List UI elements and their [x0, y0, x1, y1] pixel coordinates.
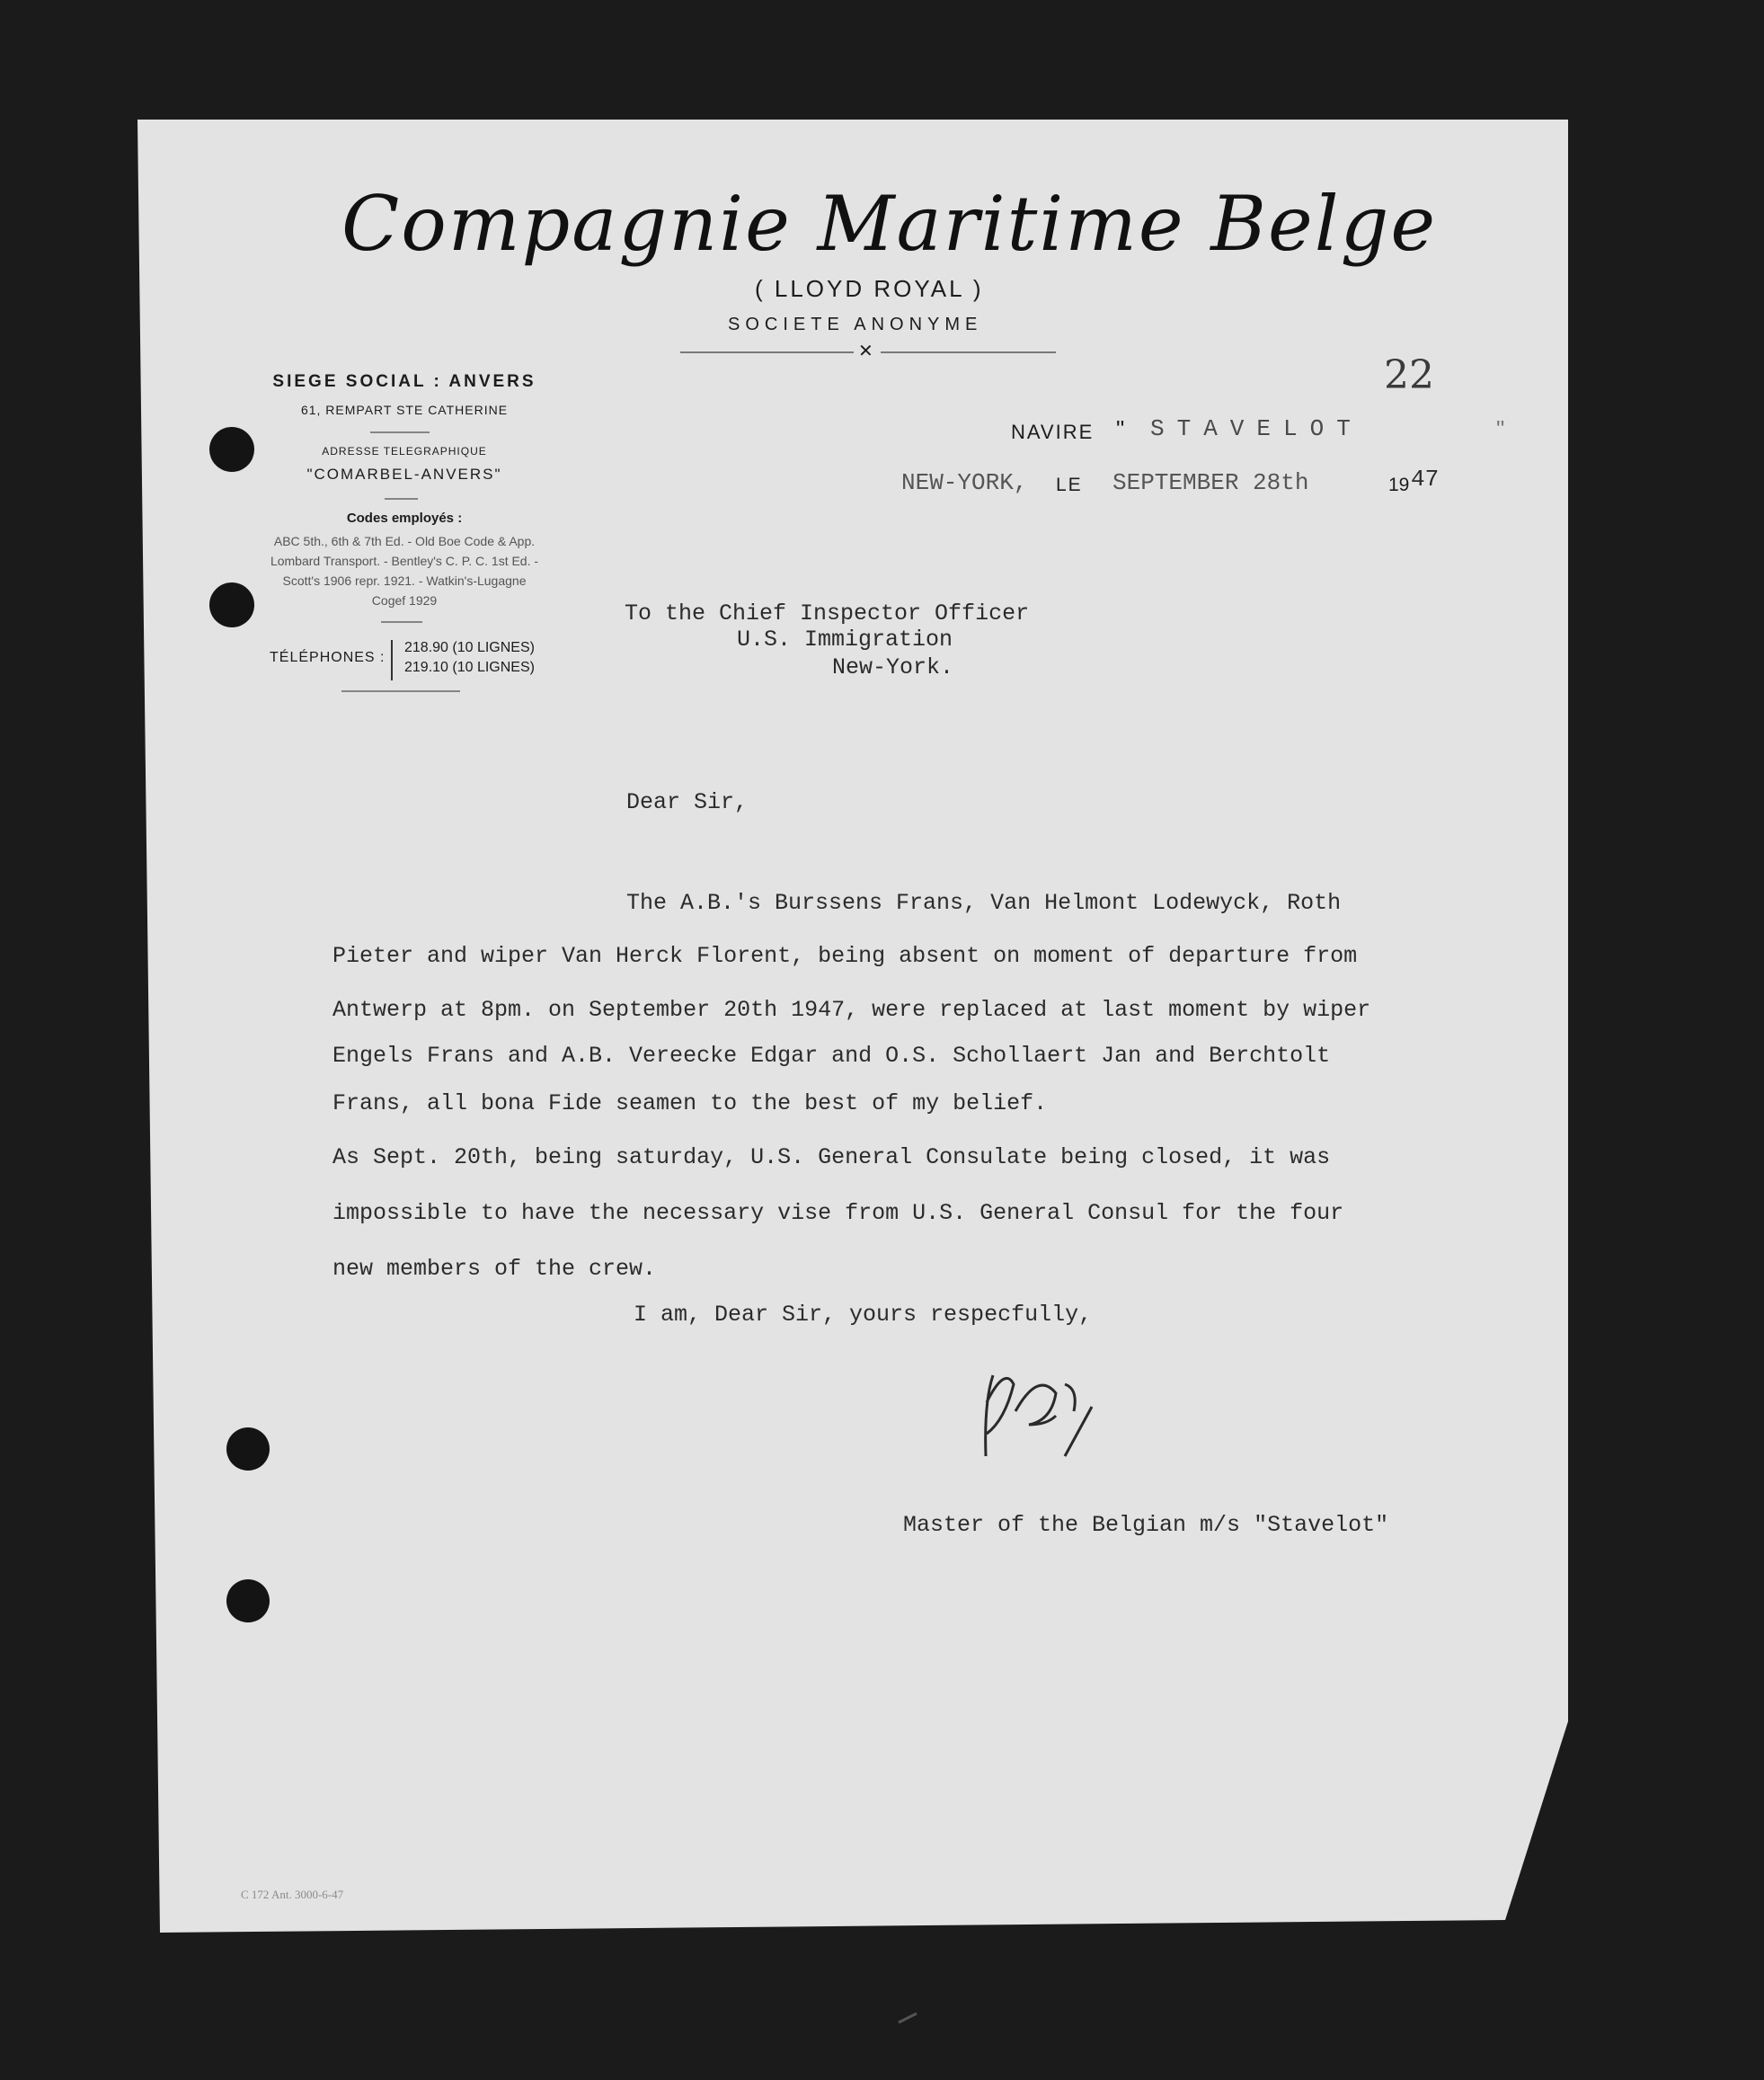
body-line: Antwerp at 8pm. on September 20th 1947, were replaced at last moment by wiper — [332, 997, 1371, 1023]
body-line: new members of the crew. — [332, 1256, 657, 1282]
codes-label: Codes employés : — [346, 511, 463, 526]
head-office: SIEGE SOCIAL : ANVERS — [272, 372, 536, 391]
date-le: LE — [1056, 475, 1083, 495]
telephones-label: TÉLÉPHONES : — [270, 650, 386, 665]
recipient-line: U.S. Immigration — [737, 627, 953, 653]
recipient-line: To the Chief Inspector Officer — [625, 600, 1030, 627]
body-line: Frans, all bona Fide seamen to the best of my belief. — [332, 1090, 1048, 1116]
telephone-number: 219.10 (10 LIGNES) — [404, 660, 535, 675]
body-line: Engels Frans and A.B. Vereecke Edgar and O.S. Schollaert Jan and Berchtolt — [332, 1043, 1331, 1069]
closing: I am, Dear Sir, yours respecfully, — [634, 1302, 1093, 1328]
date-year-suffix: 47 — [1411, 466, 1440, 493]
legal-form: SOCIETE ANONYME — [728, 315, 983, 334]
codes-line: ABC 5th., 6th & 7th Ed. - Old Boe Code & App. — [273, 534, 536, 548]
head-office-address: 61, REMPART STE CATHERINE — [300, 403, 509, 417]
telegraph-label: ADRESSE TELEGRAPHIQUE — [322, 445, 487, 458]
telephone-number: 218.90 (10 LIGNES) — [404, 640, 535, 655]
form-code: C 172 Ant. 3000-6-47 — [241, 1888, 344, 1901]
date-month-day: SEPTEMBER 28th — [1112, 469, 1309, 496]
codes-line: Lombard Transport. - Bentley's C. P. C. 1st Ed. - — [270, 554, 539, 568]
date-place: NEW-YORK, — [901, 469, 1028, 496]
punch-hole — [226, 1579, 270, 1622]
divider-cross-icon: ✕ — [858, 342, 873, 361]
page-number: 22 — [1384, 352, 1434, 398]
salutation: Dear Sir, — [626, 789, 749, 815]
body-line: As Sept. 20th, being saturday, U.S. General Consulate being closed, it was — [332, 1144, 1331, 1170]
date-year-prefix: 19 — [1388, 475, 1410, 495]
signature-title: Master of the Belgian m/s "Stavelot" — [903, 1512, 1389, 1538]
body-line: Pieter and wiper Van Herck Florent, being absent on moment of departure from — [332, 943, 1358, 969]
quote-mark: " — [1116, 415, 1125, 442]
ship-label: NAVIRE — [1011, 421, 1095, 443]
body-line: The A.B.'s Burssens Frans, Van Helmont Lodewyck, Roth — [626, 890, 1342, 916]
company-name: Compagnie Maritime Belge — [341, 180, 1438, 268]
punch-hole — [226, 1427, 270, 1471]
body-line: impossible to have the necessary vise from U.S. General Consul for the four — [332, 1200, 1344, 1226]
quote-mark: " — [1496, 415, 1505, 442]
ship-name: STAVELOT — [1150, 415, 1363, 442]
codes-line: Cogef 1929 — [371, 593, 438, 608]
telegraph-address: "COMARBEL-ANVERS" — [306, 466, 502, 483]
recipient-line: New-York. — [832, 654, 954, 680]
company-subtitle: ( LLOYD ROYAL ) — [755, 275, 984, 302]
codes-line: Scott's 1906 repr. 1921. - Watkin's-Lugagne — [282, 573, 527, 588]
